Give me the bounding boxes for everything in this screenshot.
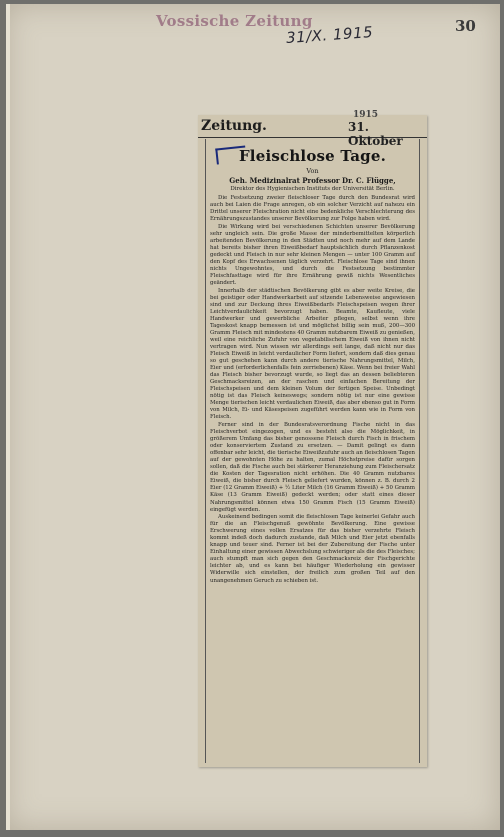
byline-von: Von	[306, 167, 319, 175]
article-paragraph: Die Festsetzung zweier fleischloser Tage durch den Bundesrat wird auch bei Laien die Frage anregen, ob ein solcher Verzicht auf nahezu ein Drittel unserer Fleischration nicht eine bedenkliche Verschlechterung des Ernährungszustandes unserer Bevölkerung zur Folge haben wird.	[210, 195, 415, 223]
archive-newspaper-title: Vossische Zeitung	[156, 12, 313, 30]
article-author: Geh. Medizinalrat Professor Dr. C. Flügge,	[229, 176, 396, 185]
handwritten-date: 31/X. 1915	[285, 22, 374, 48]
article-paragraph: Innerhalb der städtischen Bevölkerung gibt es aber weite Kreise, die bei geistiger oder Handwerkarbeit auf sitzende Lebensweise angewiesen sind und zur Deckung ihres Eiweißbedarfs Fleischspeisen wegen ihrer Leichtverdaulichkeit bevorzugt haben. Beamte, Kaufleute, viele Handwerker und gewerbliche Arbeiter pflegen, selbst wenn ihre Tageskost knapp bemessen ist und möglichst billig sein muß, 200—300 Gramm Fleisch mit mindestens 40 Gramm nutzbarem Eiweiß zu genießen, weil eine reichliche Zufuhr von vegetabilischem Eiweiß von ihnen nicht vertragen wird. Nun wissen wir allerdings seit lange, daß nicht nur das Fleisch Eiweiß in leicht verdaulicher Form liefert, sondern daß dies genau so gut geschehen kann durch andere tierische Nahrungsmittel, Milch, Eier und (erforderlichenfalls fein zerriebenen) Käse. Wenn bei freier Wahl das Fleisch bisher bevorzugt wurde, so liegt das an dessen beliebteren Geschmacksreizen, an der raschen und einfachen Bereitung der Fleischspeisen und dem kleinen Volum der fertigen Speise. Unbedingt nötig ist das Fleisch keineswegs; sondern nötig ist nur eine gewisse Menge tierischen leicht verdaulichen Eiweiß, das aber ebenso gut in Form von Milch, Ei- und Käsespeisen zugeführt werden kann wie in Form von Fleisch.	[210, 287, 415, 421]
clipping-masthead	[198, 110, 427, 148]
archive-page-number: 30	[455, 17, 476, 35]
article-paragraph: Die Wirkung wird bei verschiedenen Schichten unserer Bevölkerung sehr ungleich sein. Die große Masse der minderbemittelten körperlich arbeitenden Bevölkerung in den Städten und noch mehr auf dem Lande hat bereits bisher ihren Eiweißbedarf hauptsächlich durch Pflanzenkost gedeckt und Fleisch in nur sehr kleinen Mengen — unter 100 Gramm auf den Kopf des Erwachsenen täglich verzehrt. Fleischlose Tage sind ihnen nichts Ungewohntes, und durch die Festsetzung bestimmter Fleischfasttage wird für ihre Ernährung gewiß nichts Wesentliches geändert.	[210, 223, 415, 287]
masthead-fragment: Zeitung.	[201, 118, 267, 134]
masthead-date: 31. Oktober	[348, 120, 403, 148]
article-paragraph: Auskeinend bedingen somit die fleischlosen Tage keinerlei Gefahr auch für die an Fleischgenuß gewöhnte Bevölkerung. Eine gewisse Erschwerung eines vollen Ersatzes für das bisher verzehrte Fleisch kommt indeß doch dadurch zustande, daß Milch und Eier jetzt ebenfalls knapp und teuer sind. Ferner ist bei der Zubereitung der Fische unter Einhaltung einer gewissen Abwechslung schwieriger als die des Fleisches; auch stumpft man sich gegen den Geschmacksreiz der Fischgerichte leichter ab, und es kann bei häufiger Wiederholung ein gewisser Widerwille sich einstellen, der freilich zum großen Teil auf den unangenehmen Geruch zu schieben ist.	[210, 514, 415, 584]
sheet-edge	[6, 4, 10, 830]
article-paragraph: Ferner sind in der Bundesratsverordnung Fische nicht in das Fleischverbot eingezogen, und es besteht also die Möglichkeit, in größerem Umfang das bisher genossene Fleisch durch Fisch in frischem oder konserviertem Zustand zu ersetzen. — Damit gelingt es dann offenbar sehr leicht, die tierische Eiweißzufuhr auch an fleischlosen Tagen auf der gewohnten Höhe zu halten, zumal Höchstpreise dafür sorgen sollen, daß die Fische auch bei stärkerer Heranziehung zum Fleischersatz die Kosten der Tagesration nicht erhöhen. Die 40 Gramm nutzbares Eiweiß, die bisher durch Fleisch geliefert wurden, können z. B. durch 2 Eier (12 Gramm Eiweiß) + ½ Liter Milch (16 Gramm Eiweiß) + 50 Gramm Käse (13 Gramm Eiweiß) gedeckt werden; oder statt eines dieser Nahrungsmittel können etwa 150 Gramm Fisch (15 Gramm Eiweiß) eingefügt werden.	[210, 422, 415, 513]
pen-mark	[215, 145, 247, 164]
article-headline: Fleischlose Tage.	[238, 147, 387, 165]
article-body	[205, 139, 420, 763]
masthead-year: 1915	[353, 110, 379, 120]
author-affiliation: Direktor des Hygienischen Instituts der Universität Berlin.	[230, 186, 395, 192]
newspaper-clipping	[198, 110, 427, 767]
